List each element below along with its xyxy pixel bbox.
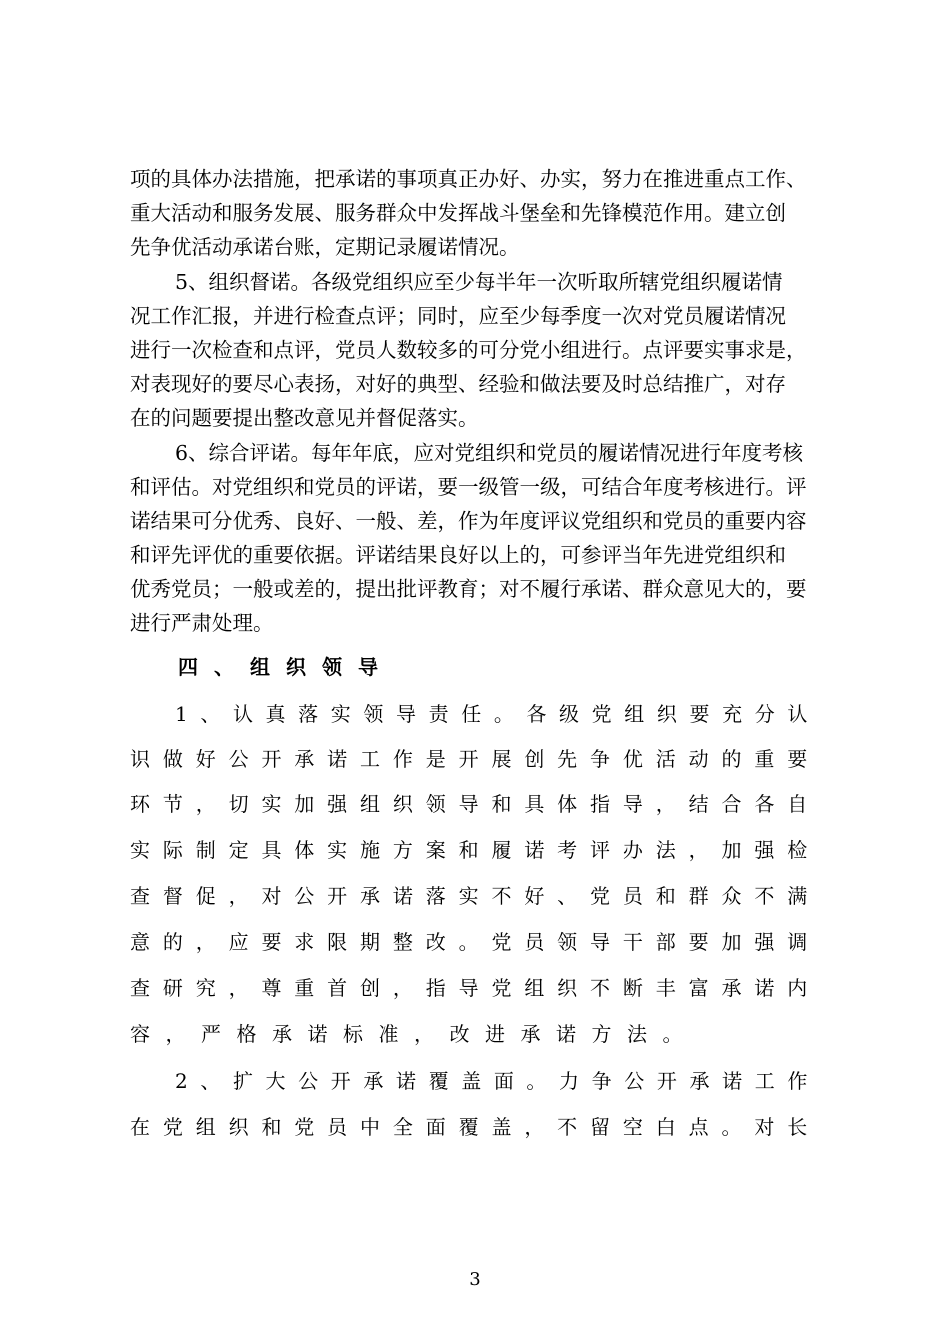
- spaced-line: 环节，切实加强组织领导和具体指导，结合各自: [130, 792, 820, 816]
- paragraph-line: 进行严肃处理。: [130, 611, 274, 635]
- paragraph-line: 况工作汇报，并进行检查点评；同时，应至少每季度一次对党员履诺情况: [130, 304, 786, 328]
- spaced-line: 1、认真落实领导责任。各级党组织要充分认: [175, 702, 820, 726]
- spaced-line: 2、扩大公开承诺覆盖面。力争公开承诺工作: [175, 1069, 820, 1093]
- paragraph-line: 进行一次检查和点评，党员人数较多的可分党小组进行。点评要实事求是，: [130, 338, 807, 362]
- paragraph-line: 和评估。对党组织和党员的评诺，要一级管一级，可结合年度考核进行。评: [130, 475, 807, 499]
- paragraph-line: 和评先评优的重要依据。评诺结果良好以上的，可参评当年先进党组织和: [130, 543, 786, 567]
- spaced-line: 查研究，尊重首创，指导党组织不断丰富承诺内: [130, 976, 820, 1000]
- paragraph-line: 优秀党员；一般或差的，提出批评教育；对不履行承诺、群众意见大的，要: [130, 577, 807, 601]
- spaced-line: 在党组织和党员中全面覆盖，不留空白点。对长: [130, 1115, 820, 1139]
- section-heading: 四、组织领导: [178, 655, 394, 679]
- paragraph-line: 项的具体办法措施，把承诺的事项真正办好、办实，努力在推进重点工作、: [130, 167, 807, 191]
- paragraph-line: 在的问题要提出整改意见并督促落实。: [130, 406, 479, 430]
- spaced-line: 实际制定具体实施方案和履诺考评办法，加强检: [130, 838, 820, 862]
- paragraph-line: 重大活动和服务发展、服务群众中发挥战斗堡垒和先锋模范作用。建立创: [130, 201, 786, 225]
- paragraph-line: 6、综合评诺。每年年底，应对党组织和党员的履诺情况进行年度考核: [175, 441, 804, 465]
- paragraph-line: 先争优活动承诺台账，定期记录履诺情况。: [130, 235, 520, 259]
- paragraph-line: 诺结果可分优秀、良好、一般、差，作为年度评议党组织和党员的重要内容: [130, 509, 807, 533]
- spaced-line: 意的，应要求限期整改。党员领导干部要加强调: [130, 930, 820, 954]
- page-number: 3: [469, 1269, 481, 1290]
- paragraph-line: 5、组织督诺。各级党组织应至少每半年一次听取所辖党组织履诺情: [175, 270, 783, 294]
- spaced-line: 识做好公开承诺工作是开展创先争优活动的重要: [130, 747, 820, 771]
- paragraph-line: 对表现好的要尽心表扬，对好的典型、经验和做法要及时总结推广，对存: [130, 372, 786, 396]
- spaced-line: 容，严格承诺标准，改进承诺方法。: [130, 1022, 698, 1046]
- spaced-line: 查督促，对公开承诺落实不好、党员和群众不满: [130, 884, 820, 908]
